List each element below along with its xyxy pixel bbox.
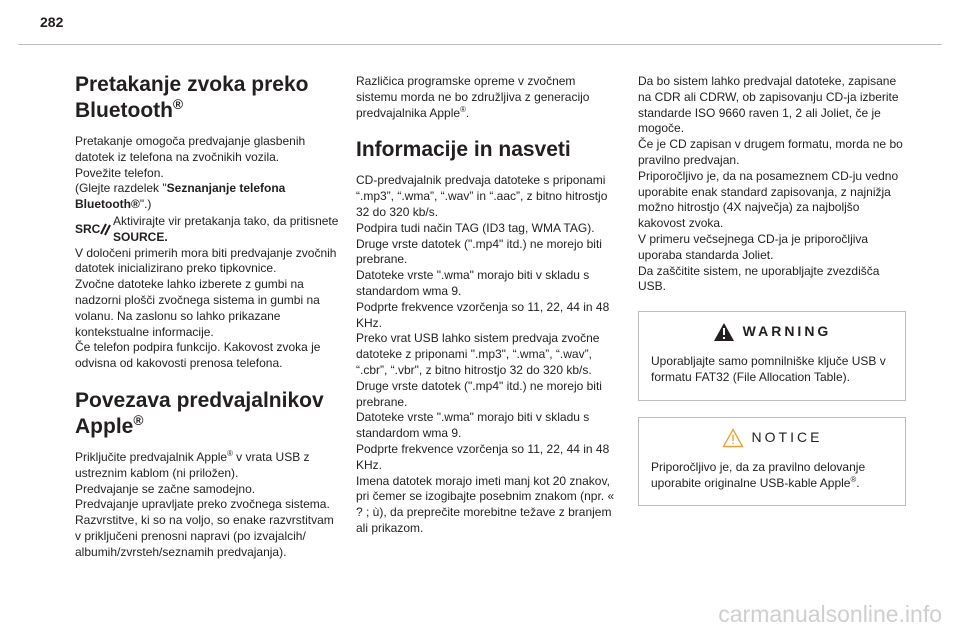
paragraph: Priključite predvajalnik Apple® v vrata USB z ustreznim kablom (ni priložen).	[75, 448, 310, 480]
paragraph: Druge vrste datotek (".mp4" itd.) ne morejo biti prebrane.	[356, 236, 602, 267]
paragraph: Če telefon podpira funkcijo. Kakovost zvoka je odvisna od kakovosti prenosa telefona.	[75, 340, 321, 371]
notice-text: Priporočljivo je, da za pravilno delovanje uporabite originalne USB-kable Apple®.	[651, 459, 866, 490]
heading-bluetooth-streaming: Pretakanje zvoka preko Bluetooth®	[75, 73, 309, 122]
notice-box	[638, 417, 906, 507]
paragraph: Podpira tudi način TAG (ID3 tag, WMA TAG).	[356, 220, 595, 235]
paragraph: Datoteke vrste ".wma" morajo biti v skladu s standardom wma 9.	[356, 410, 590, 441]
column-3	[638, 72, 906, 506]
paragraph: Imena datotek morajo imeti manj kot 20 znakov, pri čemer se izogibajte posebnim znakom (npr. « ? ; ù), da preprečite morebitne težave z branjem ali prikazom.	[356, 473, 615, 535]
paragraph: Da bo sistem lahko predvajal datoteke, zapisane na CDR ali CDRW, ob zapisovanju CD-ja izberite standarde ISO 9660 raven 1, 2 ali Joliet, če je mogoče.	[638, 74, 899, 136]
warning-box	[638, 311, 906, 401]
paragraph: Druge vrste datotek (".mp4" itd.) ne morejo biti prebrane.	[356, 378, 602, 409]
notice-triangle-icon	[722, 428, 744, 448]
watermark: carmanualsonline.info	[718, 601, 942, 627]
warning-triangle-icon	[713, 322, 735, 342]
paragraph: V primeru večsejnega CD-ja je priporočljiva uporaba standarda Joliet.	[638, 231, 869, 262]
paragraph: Predvajanje se začne samodejno.	[75, 481, 256, 496]
paragraph: Podprte frekvence vzorčenja so 11, 22, 44 in 48 KHz.	[356, 299, 610, 330]
heading-information-tips: Informacije in nasveti	[356, 138, 571, 162]
paragraph: Preko vrat USB lahko sistem predvaja zvočne datoteke z priponami ".mp3", “.wma”, “.wav”, “.cbr”, “.vbr", z bitno hitrostjo 32 do 320 kb/s.	[356, 331, 600, 377]
paragraph: Zvočne datoteke lahko izberete z gumbi na nadzorni plošči zvočnega sistema in gumbi na volanu. Na zaslonu so lahko prikazane kontekstualne informacije.	[75, 277, 320, 339]
heading-apple-players: Povezava predvajalnikov Apple®	[75, 388, 324, 438]
warning-title: WARNING	[742, 323, 832, 340]
paragraph: Datoteke vrste ".wma" morajo biti v skladu s standardom wma 9.	[356, 268, 590, 298]
paragraph: (Glejte razdelek "Seznanjanje telefona Bluetooth®".)	[75, 181, 286, 212]
paragraph: CD-predvajalnik predvaja datoteke s priponami “.mp3”, “.wma”, “.wav” in “.aac”, z bitno hitrostjo 32 do 320 kb/s.	[356, 173, 608, 219]
column-2	[356, 72, 620, 537]
column-1	[75, 72, 343, 561]
page-number: 282	[40, 14, 64, 30]
svg-text:SRC: SRC	[75, 221, 101, 236]
paragraph: Pretakanje omogoča predvajanje glasbenih datotek iz telefona na zvočnikih vozila.	[75, 134, 306, 164]
source-instruction: SRC Aktivirajte vir pretakanja tako, da pritisnete SOURCE.	[75, 213, 339, 244]
paragraph: V določeni primerih mora biti predvajanje zvočnih datotek inicializirano preko tipkovnice.	[75, 245, 337, 276]
paragraph: Povežite telefon.	[75, 165, 164, 180]
paragraph: Podprte frekvence vzorčenja so 11, 22, 44 in 48 KHz.	[356, 441, 610, 472]
src-button-icon	[75, 214, 113, 244]
warning-text: Uporabljajte samo pomnilniške ključe USB v formatu FAT32 (File Allocation Table).	[651, 354, 886, 384]
paragraph: Da zaščitite sistem, ne uporabljajte zvezdišča USB.	[638, 263, 880, 294]
notice-title: NOTICE	[751, 428, 823, 445]
paragraph: Različica programske opreme v zvočnem sistemu morda ne bo združljiva z generacijo predvajalnika Apple®.	[356, 74, 590, 120]
paragraph: Priporočljivo je, da na posameznem CD-ju vedno uporabite enak standard zapisovanja, z najnižja možno hitrostjo (4X največja) za najboljšo kakovost zvoka.	[638, 168, 899, 231]
paragraph: Predvajanje upravljate preko zvočnega sistema.	[75, 497, 330, 512]
header-divider	[18, 44, 942, 45]
paragraph: Če je CD zapisan v drugem formatu, morda ne bo pravilno predvajan.	[638, 137, 903, 167]
paragraph: Razvrstitve, ki so na voljo, so enake razvrstitvam v priključeni prenosni napravi (po izvajalcih/ albumih/zvrsteh/seznamih predvajanja).	[75, 513, 334, 559]
